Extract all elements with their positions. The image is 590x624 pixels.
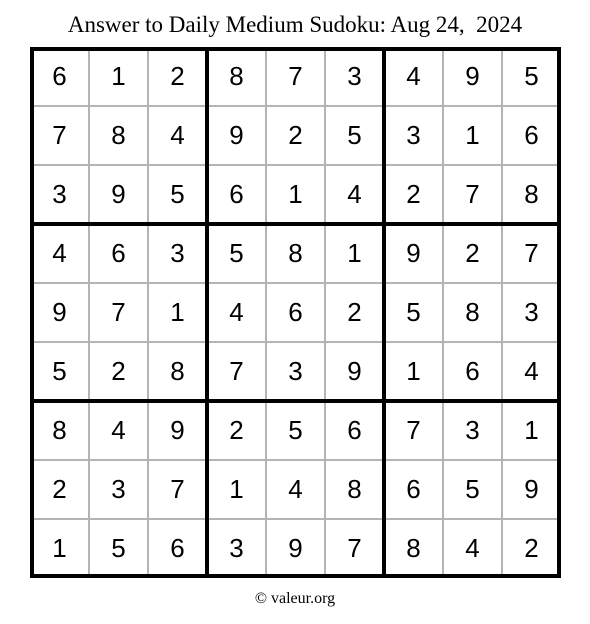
sudoku-cell: 5 (52, 356, 67, 386)
sudoku-cell: 5 (465, 474, 480, 504)
sudoku-cell: 4 (406, 61, 421, 91)
sudoku-cell: 5 (524, 61, 539, 91)
sudoku-cell: 1 (347, 238, 362, 268)
sudoku-cell: 2 (170, 61, 185, 91)
sudoku-cell: 1 (229, 474, 244, 504)
sudoku-cell: 1 (288, 179, 303, 209)
sudoku-cell: 6 (170, 533, 185, 563)
sudoku-cell: 3 (288, 356, 303, 386)
sudoku-cell: 4 (288, 474, 303, 504)
sudoku-cell: 2 (52, 474, 67, 504)
sudoku-cell: 3 (524, 297, 539, 327)
sudoku-cell: 8 (465, 297, 480, 327)
sudoku-cell: 2 (524, 533, 539, 563)
sudoku-cell: 6 (229, 179, 244, 209)
sudoku-cell: 7 (406, 415, 421, 445)
sudoku-cell: 8 (52, 415, 67, 445)
sudoku-cell: 3 (406, 120, 421, 150)
sudoku-cell: 9 (465, 61, 480, 91)
sudoku-cell: 5 (170, 179, 185, 209)
sudoku-cell: 7 (288, 61, 303, 91)
sudoku-cell: 8 (111, 120, 126, 150)
sudoku-cell: 3 (111, 474, 126, 504)
sudoku-cell: 3 (170, 238, 185, 268)
sudoku-cell: 9 (406, 238, 421, 268)
sudoku-cell: 1 (52, 533, 67, 563)
sudoku-cell: 4 (229, 297, 244, 327)
sudoku-cell: 4 (111, 415, 126, 445)
sudoku-board (30, 47, 561, 578)
sudoku-cell: 4 (465, 533, 480, 563)
sudoku-cell: 7 (229, 356, 244, 386)
sudoku-cell: 5 (111, 533, 126, 563)
sudoku-cell: 9 (52, 297, 67, 327)
sudoku-cell: 6 (347, 415, 362, 445)
copyright-footer: © valeur.org (254, 590, 336, 607)
sudoku-cell: 1 (465, 120, 480, 150)
sudoku-cell: 5 (406, 297, 421, 327)
sudoku-cell: 9 (170, 415, 185, 445)
sudoku-cell: 8 (170, 356, 185, 386)
sudoku-cell: 8 (524, 179, 539, 209)
sudoku-cell: 9 (347, 356, 362, 386)
sudoku-cell: 4 (347, 179, 362, 209)
sudoku-cell: 7 (111, 297, 126, 327)
sudoku-cell: 1 (170, 297, 185, 327)
sudoku-cell: 8 (288, 238, 303, 268)
sudoku-cell: 3 (347, 61, 362, 91)
sudoku-cell: 6 (465, 356, 480, 386)
sudoku-cell: 2 (288, 120, 303, 150)
sudoku-cell: 2 (347, 297, 362, 327)
sudoku-cell: 2 (111, 356, 126, 386)
sudoku-cell: 9 (229, 120, 244, 150)
sudoku-cell: 9 (288, 533, 303, 563)
sudoku-cell: 7 (52, 120, 67, 150)
sudoku-cell: 9 (111, 179, 126, 209)
sudoku-cell: 2 (406, 179, 421, 209)
sudoku-cell: 3 (465, 415, 480, 445)
sudoku-cell: 6 (52, 61, 67, 91)
sudoku-cell: 1 (111, 61, 126, 91)
sudoku-cell: 5 (288, 415, 303, 445)
sudoku-cell: 9 (524, 474, 539, 504)
sudoku-cell: 4 (52, 238, 67, 268)
page-title: Answer to Daily Medium Sudoku: Aug 24, 2024 (67, 12, 523, 37)
sudoku-cell: 1 (524, 415, 539, 445)
sudoku-cell: 2 (465, 238, 480, 268)
sudoku-cell: 3 (52, 179, 67, 209)
sudoku-cell: 7 (170, 474, 185, 504)
sudoku-cell: 6 (288, 297, 303, 327)
sudoku-cell: 1 (406, 356, 421, 386)
sudoku-cell: 3 (229, 533, 244, 563)
sudoku-cell: 6 (524, 120, 539, 150)
sudoku-cell: 2 (229, 415, 244, 445)
sudoku-cell: 4 (524, 356, 539, 386)
sudoku-cell: 8 (229, 61, 244, 91)
sudoku-cell: 8 (406, 533, 421, 563)
sudoku-cell: 6 (111, 238, 126, 268)
sudoku-cell: 7 (524, 238, 539, 268)
sudoku-cell: 7 (465, 179, 480, 209)
sudoku-cell: 6 (406, 474, 421, 504)
sudoku-cell: 7 (347, 533, 362, 563)
sudoku-cell: 4 (170, 120, 185, 150)
sudoku-cell: 5 (229, 238, 244, 268)
sudoku-cell: 5 (347, 120, 362, 150)
sudoku-cell: 8 (347, 474, 362, 504)
